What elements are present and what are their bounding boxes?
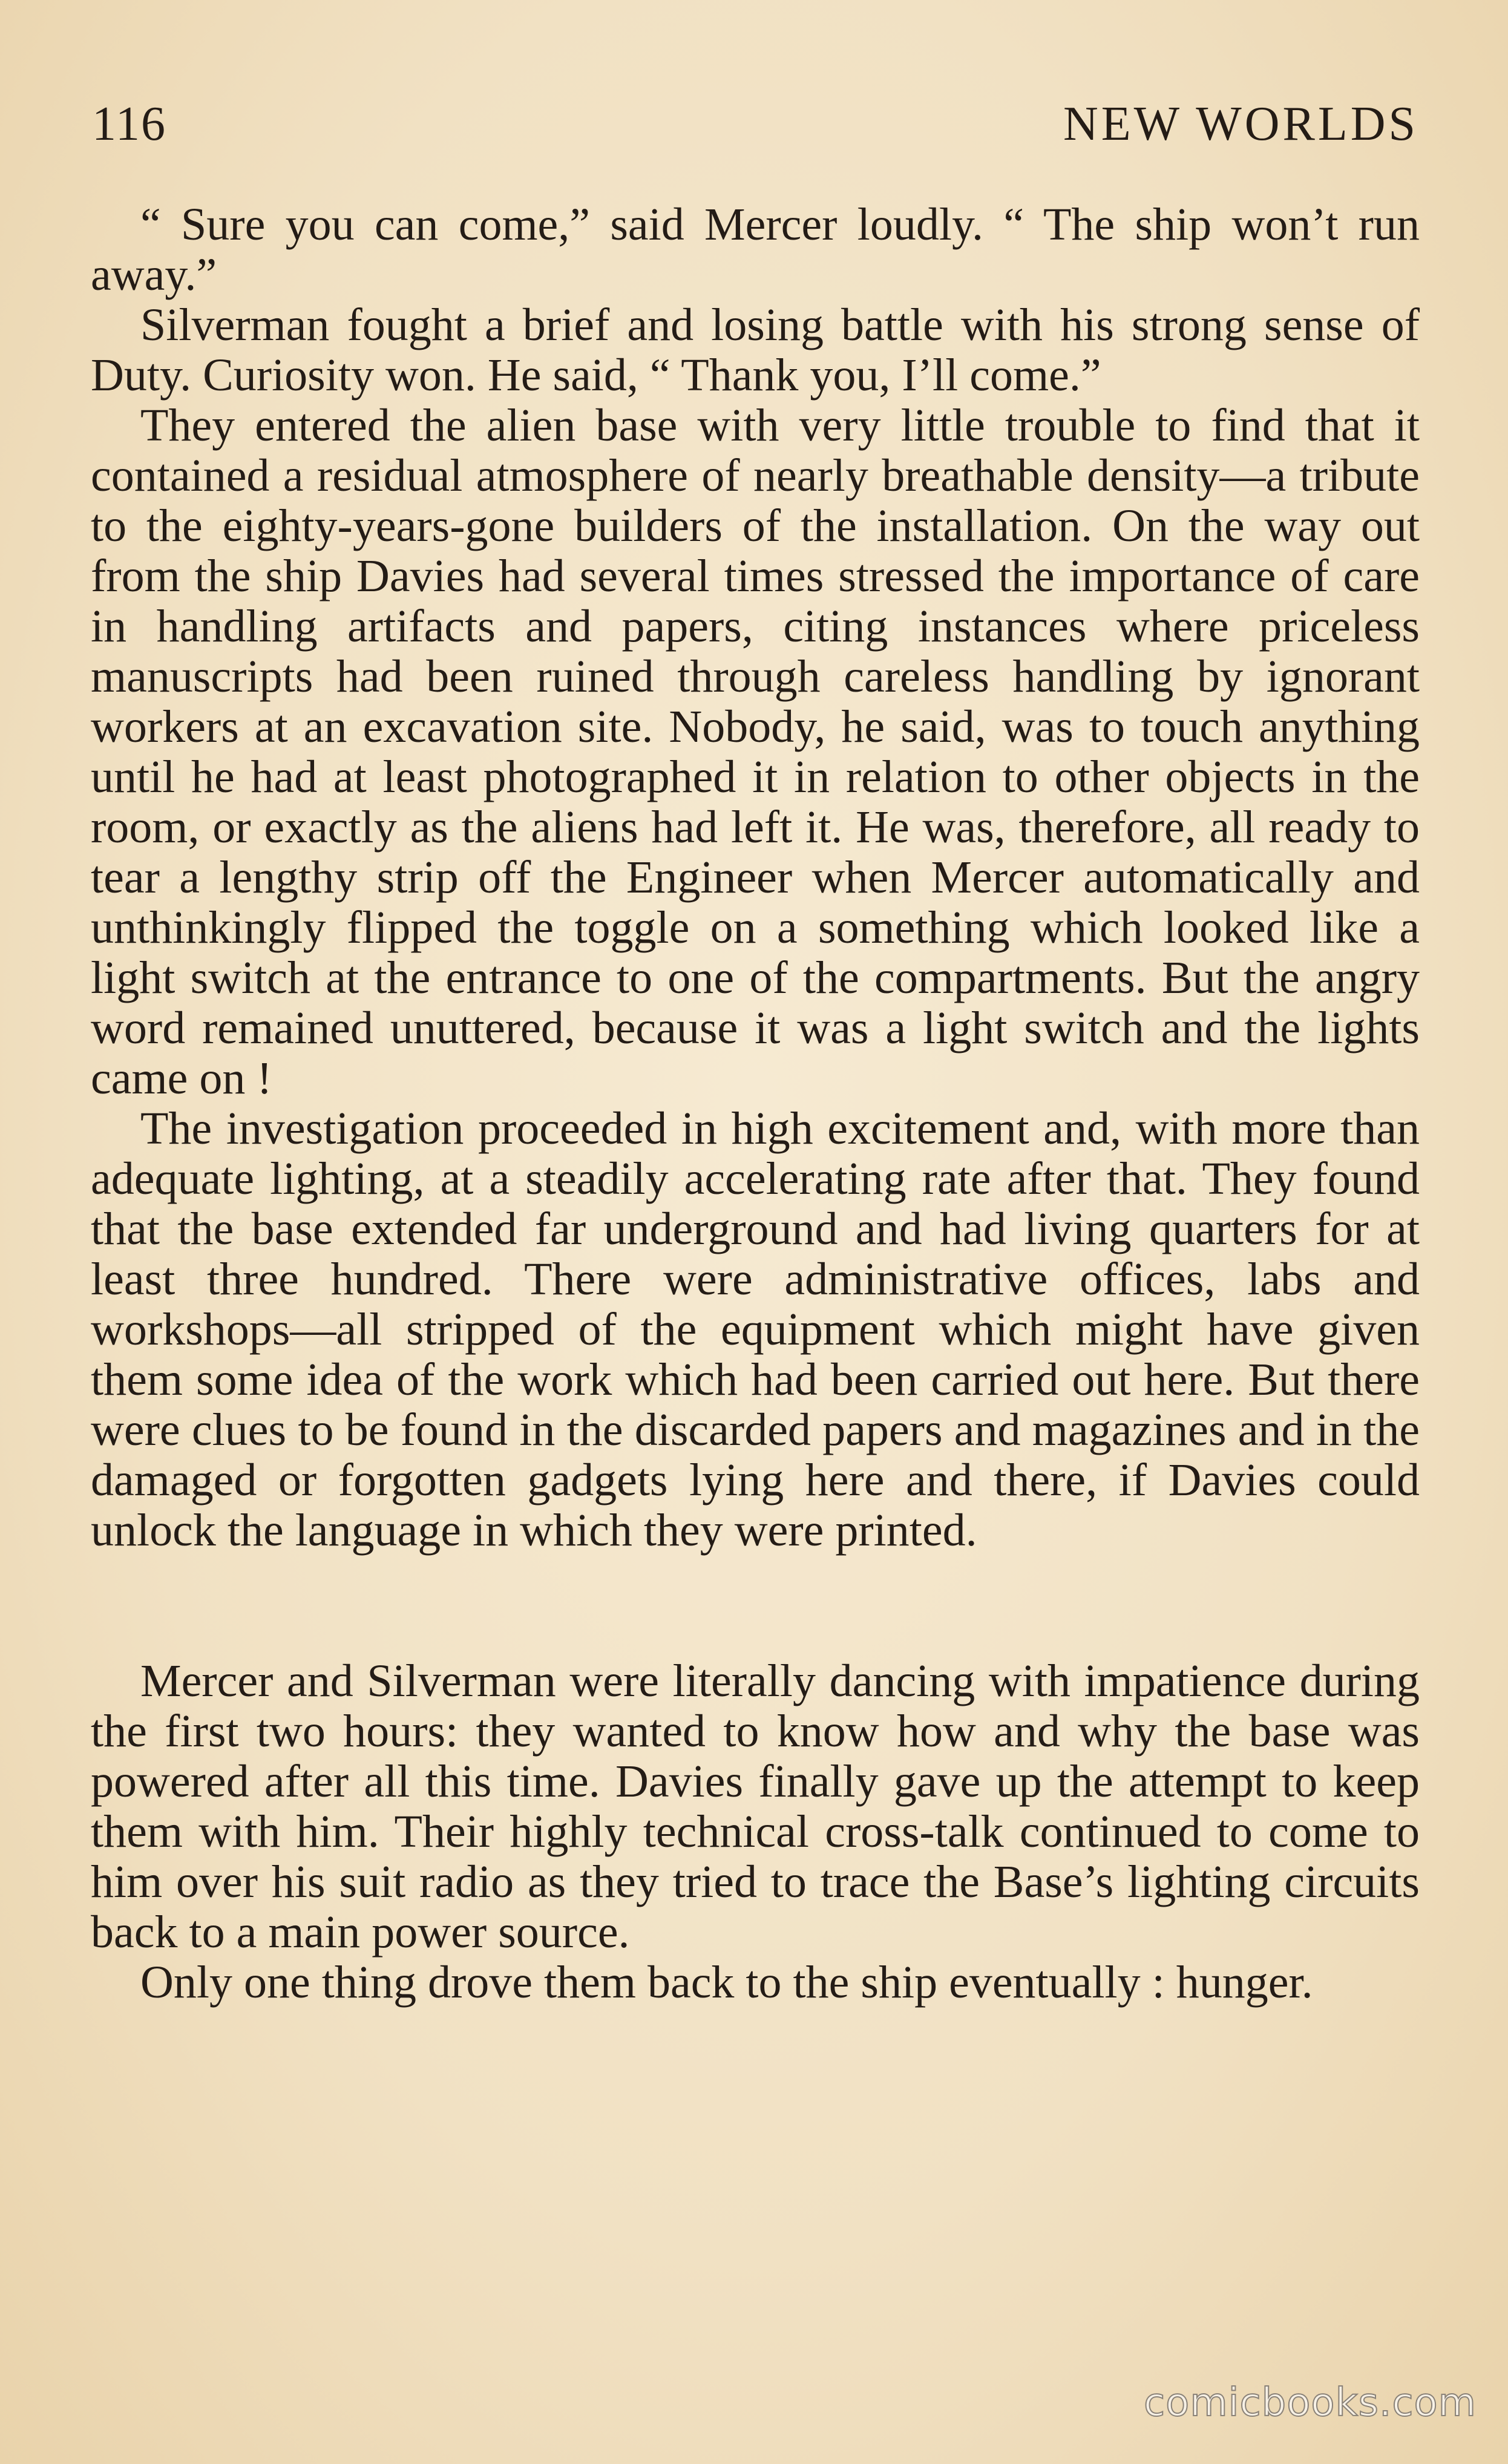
section-break (91, 1556, 1420, 1656)
page-number: 116 (92, 97, 167, 151)
paragraph: The investigation proceeded in high excitement and, with more than adequate lighting, at a steadily accelerating rate after that. They found that the base extended far underground and had living quarters for at least three hundred. There were administrative offices, labs and workshops—all stripped of the equipment which might have given them some idea of the work which had been carried out here. But there were clues to be found in the discarded papers and magazines and in the damaged or forgotten gadgets lying here and there, if Davies could unlock the language in which they were printed. (91, 1103, 1420, 1556)
page-header (92, 97, 1418, 163)
paragraph: Mercer and Silverman were literally dancing with impatience during the first two hours: they wanted to know how and why the base was powered after all this time. Davies finally gave up the attempt to keep them with him. Their highly technical cross-talk continued to come to him over his suit radio as they tried to trace the Base’s lighting circuits back to a main power source. (91, 1656, 1420, 1958)
paragraph: Only one thing drove them back to the ship eventually : hunger. (140, 1957, 1313, 2008)
paragraph: “ Sure you can come,” said Mercer loudly. “ The ship won’t run away.” (91, 199, 1420, 300)
body-text (91, 200, 1420, 2008)
paragraph: They entered the alien base with very little trouble to find that it contained a residual atmosphere of nearly breathable density—a tribute to the eighty-years-gone builders of the installation. On the way out from the ship Davies had several times stressed the importance of care in handling artifacts and papers, citing instances where priceless manuscripts had been ruined through careless handling by ignorant workers at an excavation site. Nobody, he said, was to touch anything until he had at least photographed it in relation to other objects in the room, or exactly as the aliens had left it. He was, therefore, all ready to tear a lengthy strip off the Engineer when Mercer automatically and unthinkingly flipped the toggle on a something which looked like a light switch at the entrance to one of the compartments. But the angry word remained unuttered, because it was a light switch and the lights came on ! (91, 400, 1420, 1104)
running-head: NEW WORLDS (1063, 97, 1418, 151)
watermark: comicbooks.com (1143, 2380, 1477, 2425)
paragraph: Silverman fought a brief and losing battle with his strong sense of Duty. Curiosity won. He said, “ Thank you, I’ll come.” (91, 300, 1420, 401)
